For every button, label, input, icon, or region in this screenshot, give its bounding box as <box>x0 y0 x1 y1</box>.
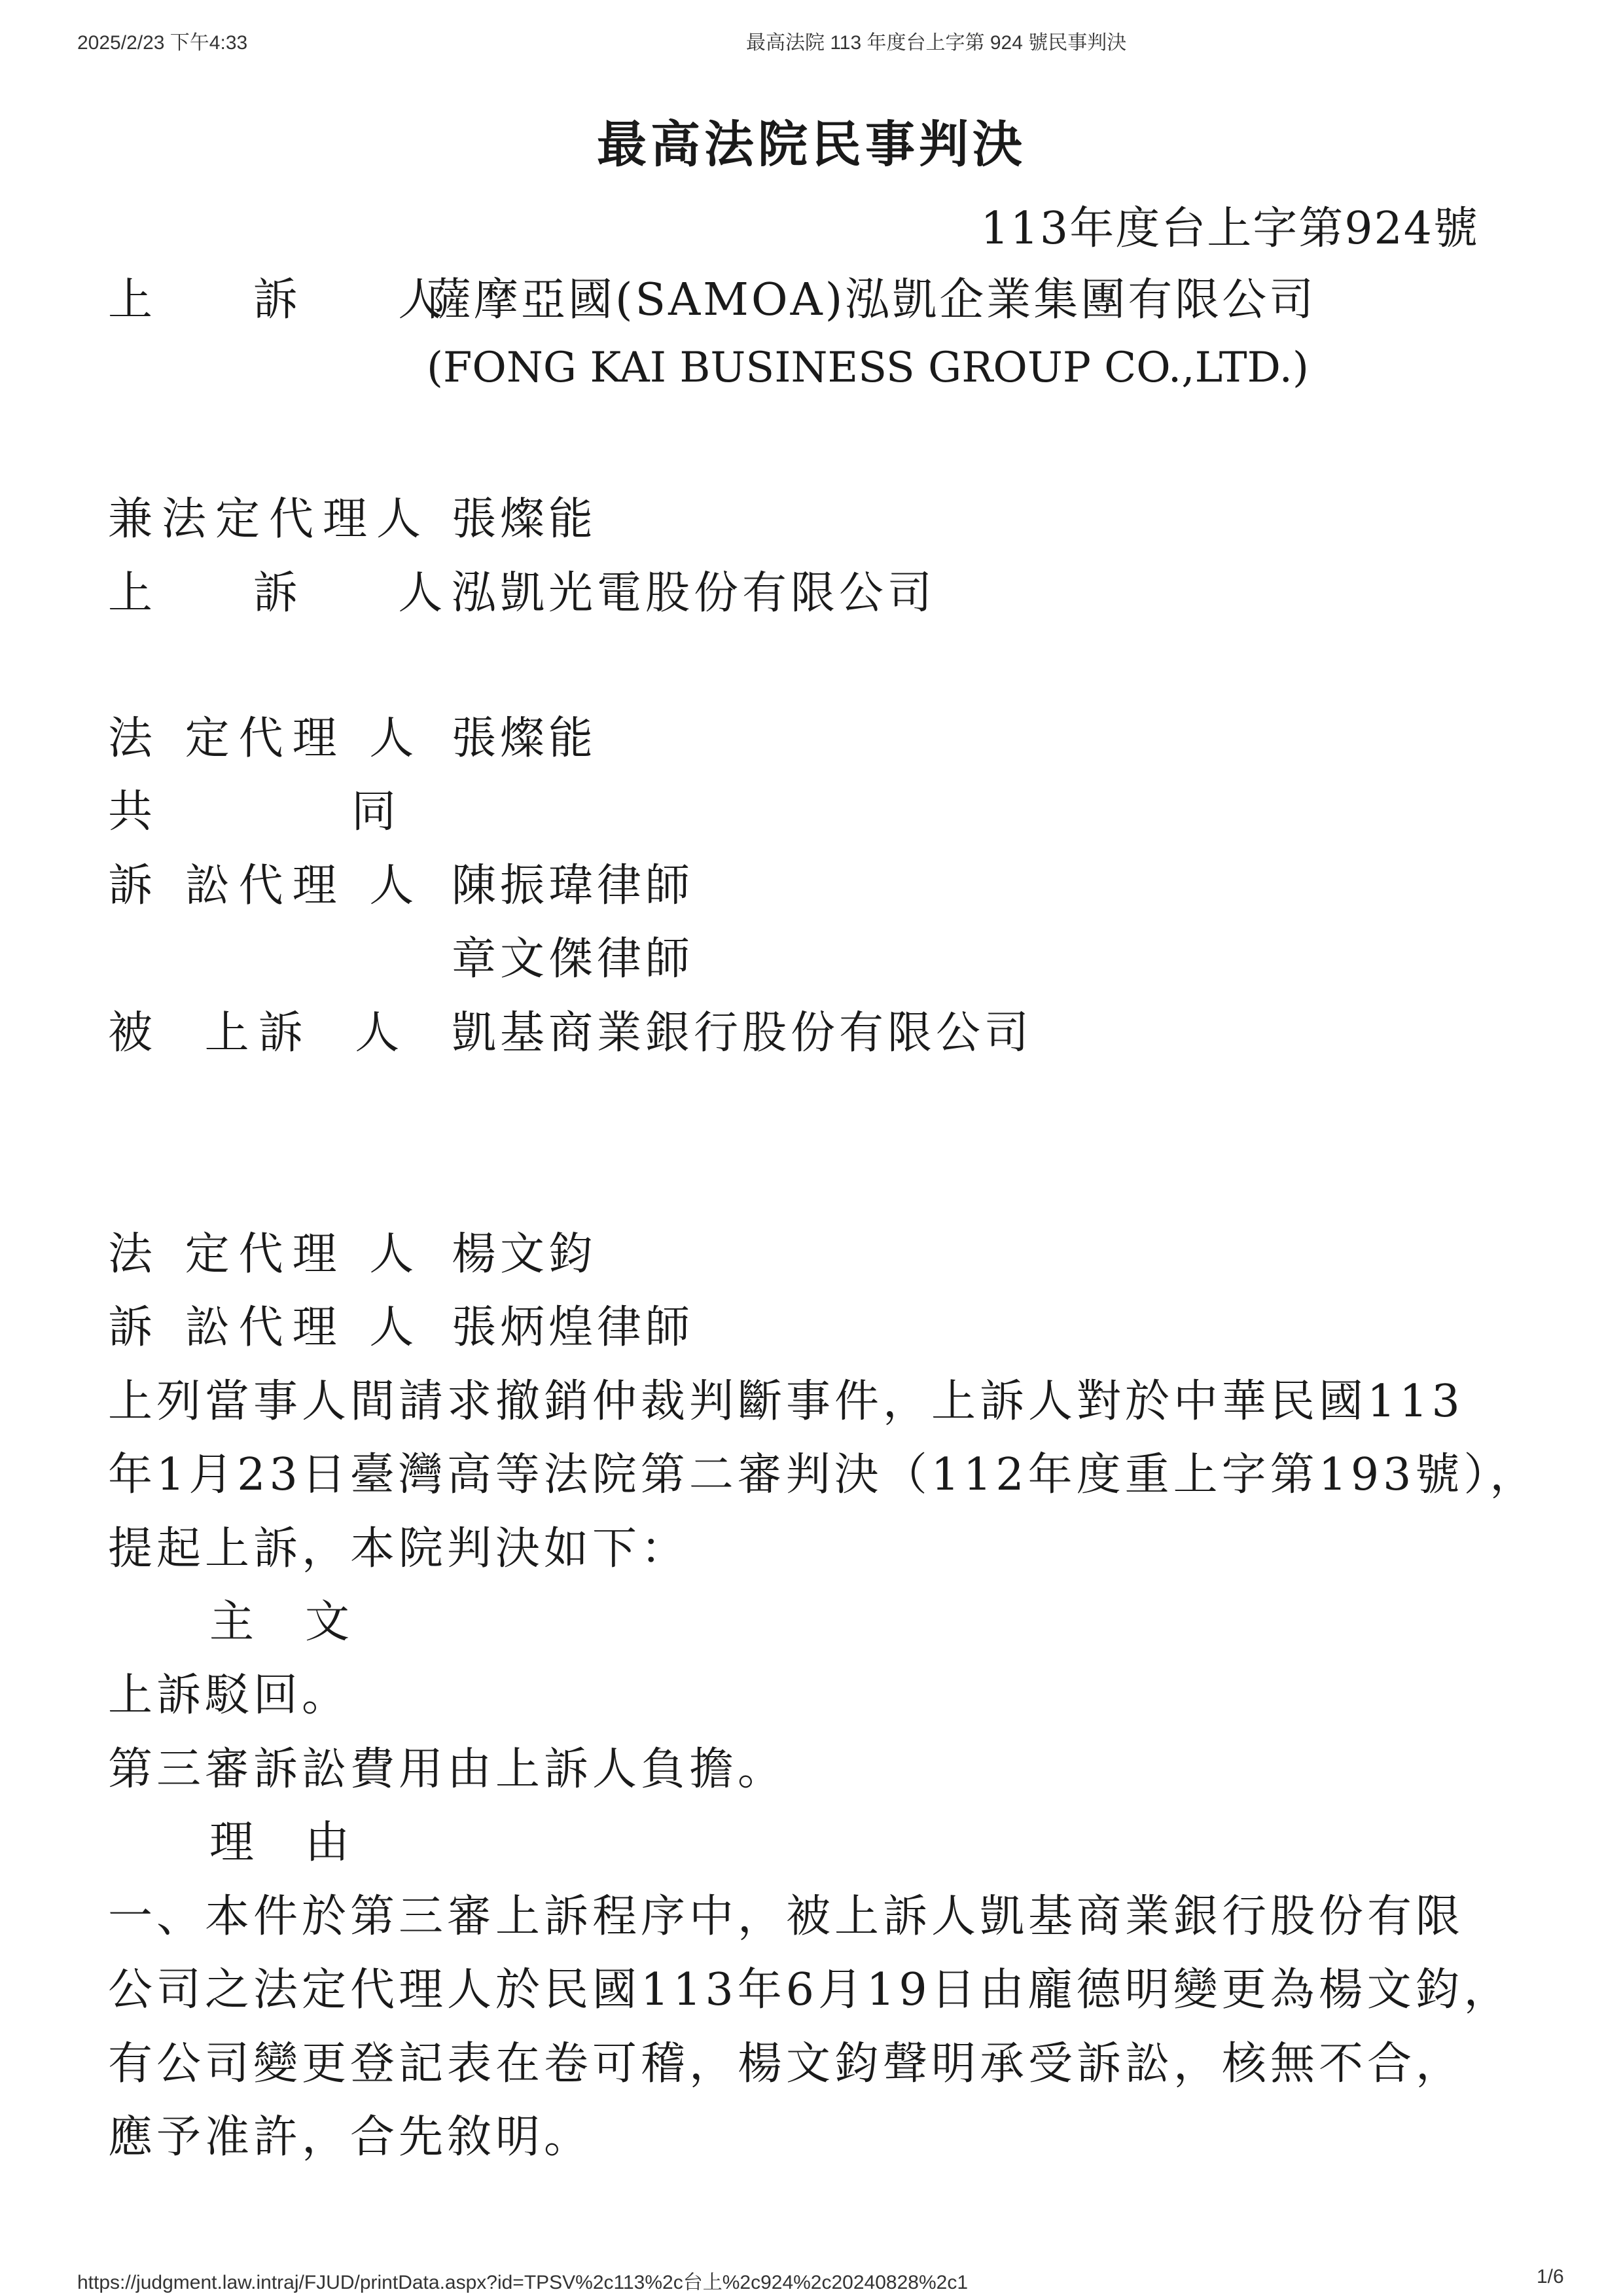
appellee-name: 凱基商業銀行股份有限公司 <box>452 1007 1033 1059</box>
counsel-name-2: 章文傑律師 <box>452 933 694 985</box>
reason-text-line: 公司之法定代理人於民國113年6月19日由龐德明變更為楊文鈞， <box>108 1964 1512 2016</box>
rep1-label: 兼法定代理人 <box>108 493 431 545</box>
main-text-line: 第三審訴訟費用由上訴人負擔。 <box>108 1744 787 1795</box>
print-url: https://judgment.law.intraj/FJUD/printData.aspx?id=TPSV%2c113%2c台上%2c924%2c20240828%2c1 <box>77 2272 969 2293</box>
reason-text-line: 一、本件於第三審上訴程序中，被上訴人凱基商業銀行股份有限 <box>108 1891 1465 1943</box>
document-title: 最高法院民事判決 <box>597 115 1026 173</box>
appellant1-name-en: (FONG KAI BUSINESS GROUP CO.,LTD.) <box>427 344 1309 392</box>
intro-line: 提起上訴，本院判決如下： <box>108 1523 690 1575</box>
joint-label-a: 共 <box>108 786 153 838</box>
print-timestamp: 2025/2/23 下午4:33 <box>77 32 248 54</box>
intro-line: 年1月23日臺灣高等法院第二審判決（112年度重上字第193號）， <box>108 1449 1539 1501</box>
counsel2-label: 訴 訟代理 人 <box>108 1302 423 1354</box>
reason-text-line: 應予准許，合先敘明。 <box>108 2111 593 2163</box>
appellee-label: 被 上訴 人 <box>108 1007 409 1059</box>
intro-line: 上列當事人間請求撤銷仲裁判斷事件，上訴人對於中華民國113 <box>108 1376 1464 1427</box>
appellant2-label: 上 訴 人 <box>108 567 486 619</box>
rep2-name: 張燦能 <box>452 713 597 764</box>
rep3-label: 法 定代理 人 <box>108 1229 423 1280</box>
rep2-label: 法 定代理 人 <box>108 713 423 764</box>
page-number: 1/6 <box>1537 2266 1564 2287</box>
counsel-label: 訴 訟代理 人 <box>108 860 423 912</box>
print-doc-title: 最高法院 113 年度台上字第 924 號民事判決 <box>746 32 1127 54</box>
joint-label-b: 同 <box>351 786 397 838</box>
reason-text-line: 有公司變更登記表在卷可稽，楊文鈞聲明承受訴訟，核無不合， <box>108 2038 1465 2090</box>
counsel-name-1: 陳振瑋律師 <box>452 860 694 912</box>
rep3-name: 楊文鈞 <box>452 1229 597 1280</box>
reason-heading: 理由 <box>209 1817 401 1869</box>
main-text-line: 上訴駁回。 <box>108 1670 351 1721</box>
main-heading: 主文 <box>209 1596 401 1648</box>
appellant1-label: 上 訴 人 <box>108 274 486 326</box>
appellant2-name: 泓凱光電股份有限公司 <box>452 567 936 619</box>
appellant1-name: 薩摩亞國(SAMOA)泓凱企業集團有限公司 <box>427 274 1317 326</box>
rep1-name: 張燦能 <box>452 493 597 545</box>
case-number: 113年度台上字第924號 <box>980 203 1479 255</box>
counsel2-name: 張炳煌律師 <box>452 1302 694 1354</box>
